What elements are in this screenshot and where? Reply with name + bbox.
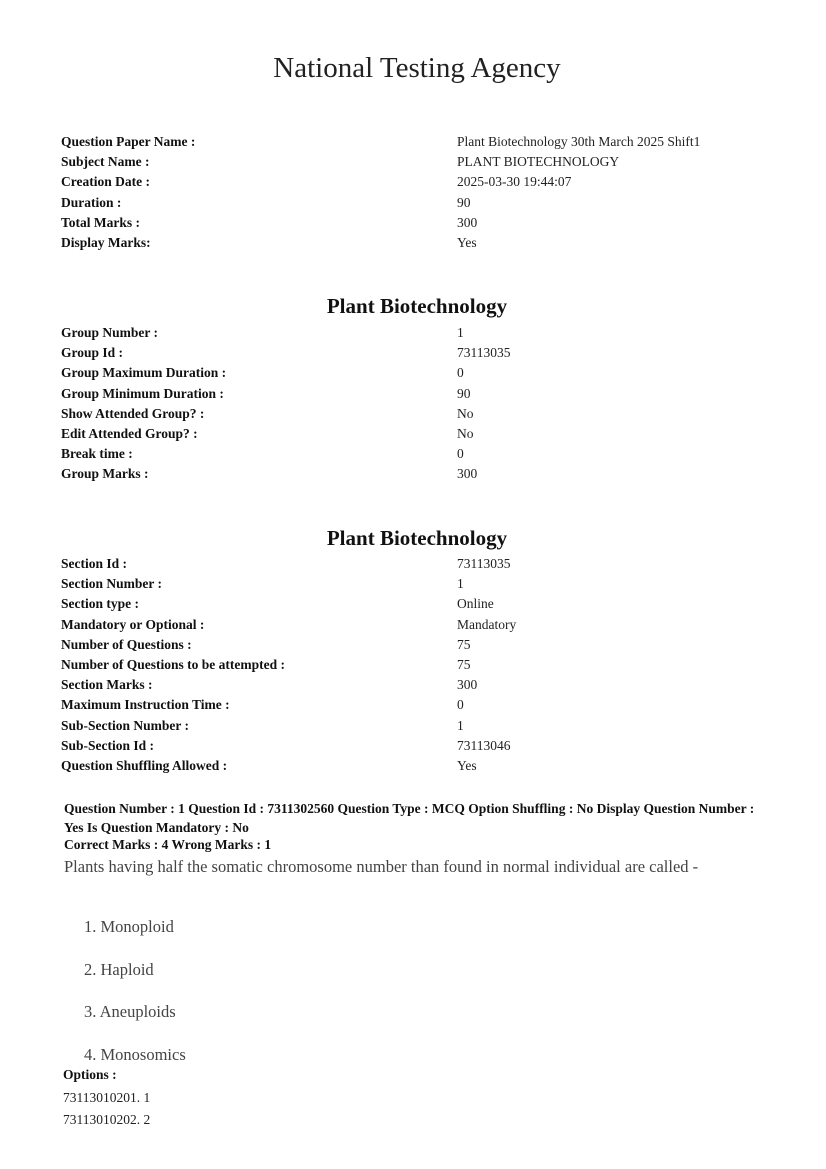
section-info-label: Section Number : (61, 576, 162, 592)
paper-info-value: 90 (457, 194, 471, 210)
section-info-label: Section type : (61, 596, 139, 612)
group-title: Plant Biotechnology (326, 294, 508, 318)
section-info-row (61, 695, 761, 715)
group-info-label: Edit Attended Group? : (61, 425, 198, 441)
group-info-value: 90 (457, 385, 471, 401)
section-info-label: Question Shuffling Allowed : (61, 757, 228, 773)
paper-info-value: PLANT BIOTECHNOLOGY (457, 154, 620, 170)
group-info-row (61, 343, 761, 363)
section-info-value: 75 (457, 636, 471, 652)
section-info-value: 1 (457, 576, 464, 592)
group-info-table (61, 323, 761, 485)
paper-info-label: Creation Date : (61, 174, 150, 190)
section-info-value: 1 (457, 717, 464, 733)
paper-info-row (61, 152, 761, 172)
section-info-row (61, 594, 761, 614)
group-info-value: 300 (457, 466, 478, 482)
group-info-row (61, 424, 761, 444)
paper-info-row (61, 213, 761, 233)
option-id: 73113010202. 2 (63, 1112, 151, 1127)
paper-info-label: Duration : (61, 194, 122, 210)
section-info-value: 300 (457, 677, 478, 693)
group-info-row (61, 323, 761, 343)
paper-info-value: Plant Biotechnology 30th March 2025 Shift1 (457, 134, 701, 149)
group-info-row (61, 363, 761, 383)
group-info-row (61, 444, 761, 464)
group-info-label: Group Id : (61, 345, 124, 361)
group-info-value: 0 (457, 446, 464, 462)
section-info-value: 0 (457, 697, 464, 713)
section-info-row (61, 736, 761, 756)
group-info-label: Break time : (61, 446, 133, 462)
paper-info-value: Yes (457, 234, 477, 250)
paper-info-value: 2025-03-30 19:44:07 (457, 174, 572, 190)
section-info-value: Online (457, 596, 494, 612)
paper-info-row (61, 172, 761, 192)
group-info-label: Group Minimum Duration : (61, 385, 224, 401)
paper-info-label: Question Paper Name : (61, 134, 196, 149)
question-choices (84, 917, 186, 1087)
group-info-label: Group Maximum Duration : (61, 365, 227, 381)
section-info-row (61, 675, 761, 695)
question-marks: Correct Marks : 4 Wrong Marks : 1 (64, 837, 272, 852)
section-info-row (61, 615, 761, 635)
section-info-value: 73113046 (457, 737, 511, 753)
paper-info-row (61, 132, 761, 152)
section-info-row (61, 756, 761, 776)
option-id: 73113010201. 1 (63, 1090, 151, 1105)
choice-item: 1. Monoploid (84, 917, 174, 936)
question-text: Plants having half the somatic chromosome number than found in normal individual are called - (64, 857, 699, 876)
section-info-label: Sub-Section Id : (61, 737, 155, 753)
question-header: Question Number : 1 Question Id : 7311302560 Question Type : MCQ Option Shuffling : No Display Question Number : Yes Is Question Mandatory : No (64, 801, 755, 835)
page-title: National Testing Agency (273, 52, 561, 84)
group-info-value: 0 (457, 365, 464, 381)
group-info-label: Group Number : (61, 325, 159, 340)
paper-info-table (61, 132, 761, 253)
section-info-row (61, 635, 761, 655)
section-info-label: Maximum Instruction Time : (61, 697, 230, 713)
section-info-value: Yes (457, 757, 477, 773)
choice-item: 3. Aneuploids (84, 1002, 176, 1021)
section-info-label: Sub-Section Number : (61, 717, 190, 733)
section-info-label: Number of Questions : (61, 636, 192, 652)
paper-info-label: Total Marks : (61, 214, 141, 230)
group-info-label: Group Marks : (61, 466, 149, 482)
option-id-list (63, 1087, 150, 1131)
section-info-value: 73113035 (457, 556, 511, 571)
group-info-label: Show Attended Group? : (61, 405, 205, 421)
paper-info-row (61, 233, 761, 253)
choice-item: 2. Haploid (84, 959, 154, 979)
paper-info-row (61, 193, 761, 213)
options-label: Options : (63, 1067, 117, 1082)
section-info-label: Section Id : (61, 556, 128, 571)
group-info-value: No (457, 405, 474, 421)
paper-info-label: Subject Name : (61, 154, 150, 170)
group-info-value: 1 (457, 325, 464, 340)
section-info-label: Section Marks : (61, 677, 153, 693)
section-info-row (61, 554, 761, 574)
section-info-row (61, 716, 761, 736)
section-info-value: 75 (457, 656, 471, 672)
paper-info-label: Display Marks: (61, 234, 151, 250)
group-info-row (61, 404, 761, 424)
section-info-table (61, 554, 761, 776)
group-info-row (61, 384, 761, 404)
group-info-value: No (457, 425, 474, 441)
section-info-label: Number of Questions to be attempted : (61, 656, 285, 672)
section-info-row (61, 655, 761, 675)
paper-info-value: 300 (457, 214, 478, 230)
group-info-row (61, 464, 761, 484)
group-info-value: 73113035 (457, 345, 511, 361)
section-info-row (61, 574, 761, 594)
section-title: Plant Biotechnology (326, 526, 508, 550)
choice-item: 4. Monosomics (84, 1044, 186, 1064)
section-info-value: Mandatory (457, 616, 517, 632)
section-info-label: Mandatory or Optional : (61, 616, 205, 632)
